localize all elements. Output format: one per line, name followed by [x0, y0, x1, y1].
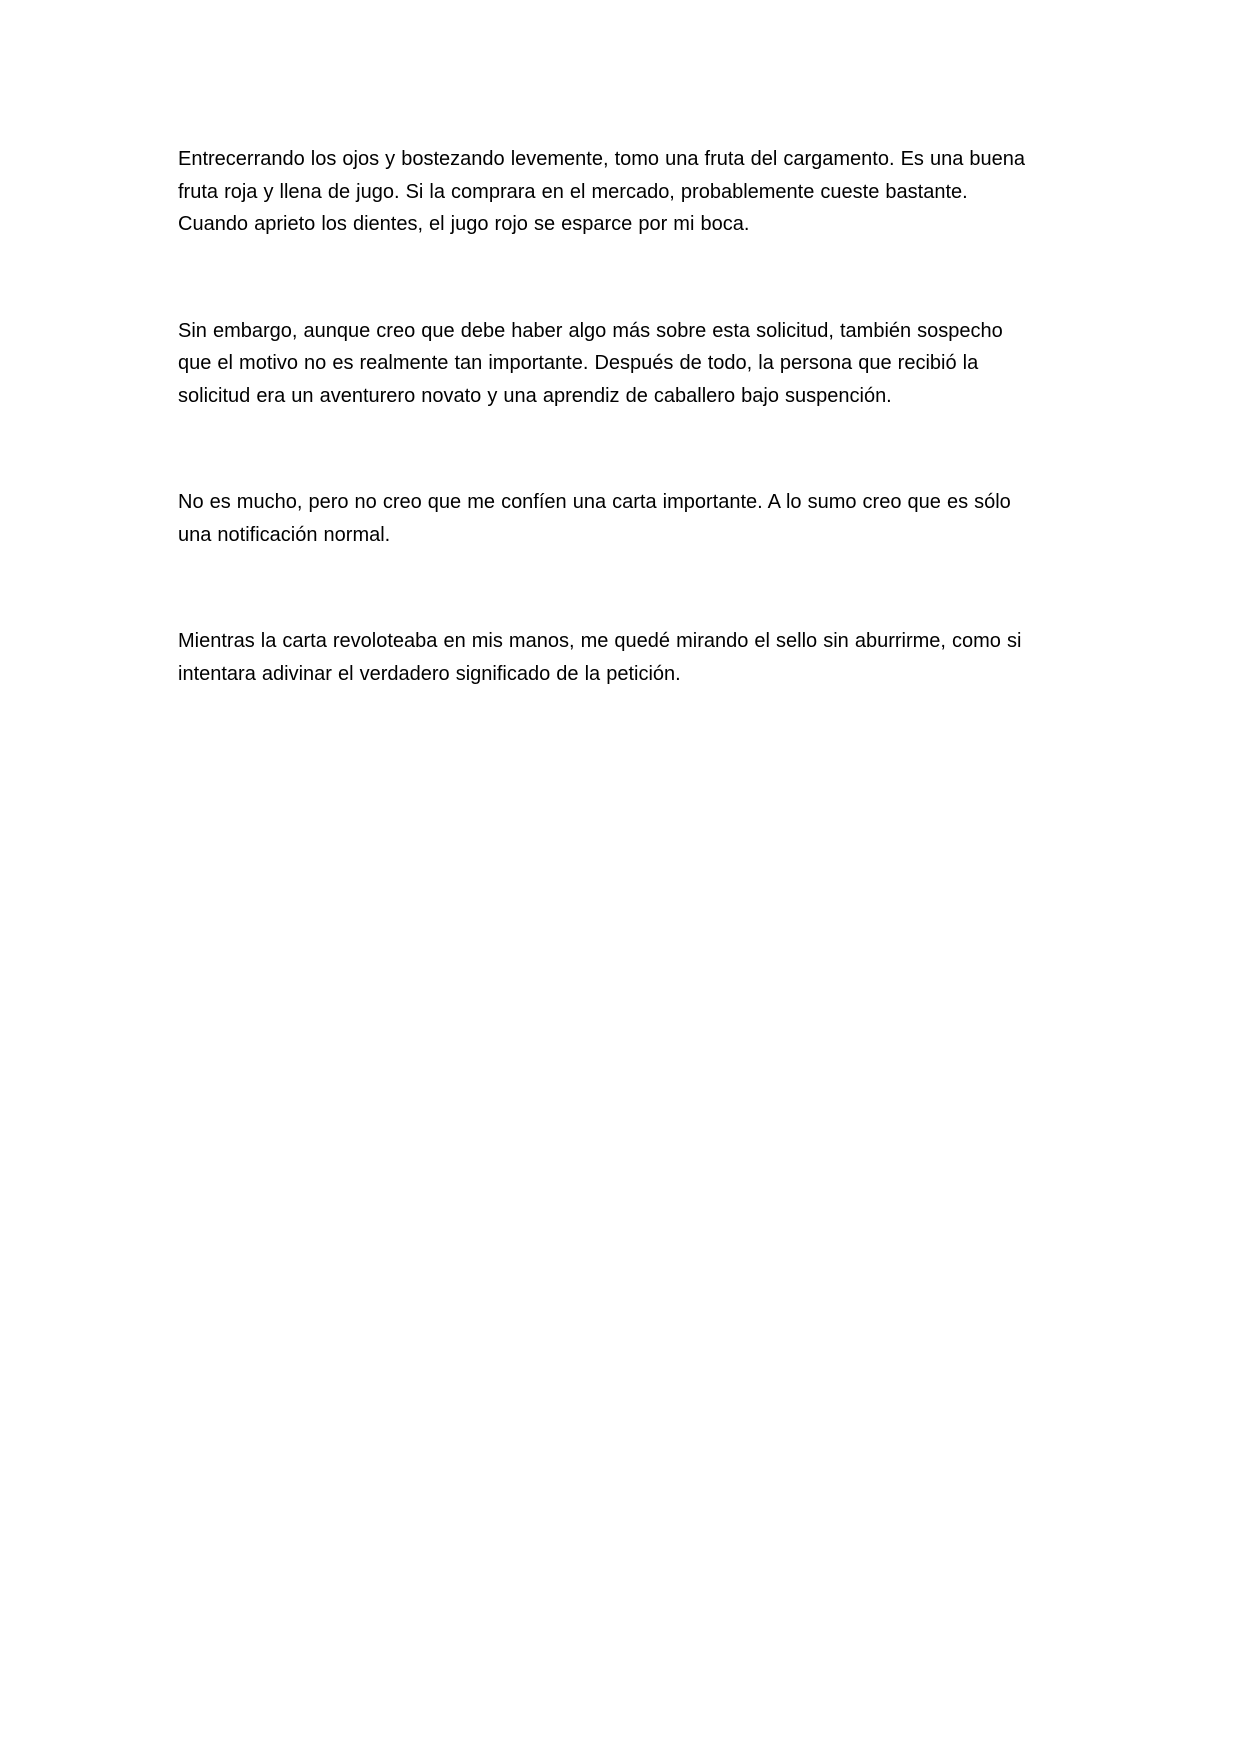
- paragraph-3: [178, 486, 1078, 551]
- paragraph-line: Cuando aprieto los dientes, el jugo rojo se esparce por mi boca.: [178, 213, 750, 235]
- paragraph-line: intentara adivinar el verdadero significado de la petición.: [178, 662, 681, 685]
- paragraph-line: fruta roja y llena de jugo. Si la comprara en el mercado, probablemente cueste bastante.: [178, 180, 968, 203]
- paragraph-4: [178, 625, 1078, 690]
- paragraph-line: Entrecerrando los ojos y bostezando levemente, tomo una fruta del cargamento. Es una buena: [178, 148, 1026, 170]
- paragraph-line: No es mucho, pero no creo que me confíen una carta importante. A lo sumo creo que es sólo: [178, 491, 1011, 513]
- paragraph-line: Mientras la carta revoloteaba en mis manos, me quedé mirando el sello sin aburrirme, como si: [178, 630, 1022, 652]
- paragraph-line: Sin embargo, aunque creo que debe haber algo más sobre esta solicitud, también sospecho: [178, 319, 1003, 342]
- paragraph-2: [178, 315, 1078, 413]
- paragraph-1: [178, 143, 1078, 241]
- paragraph-line: que el motivo no es realmente tan importante. Después de todo, la persona que recibió la: [178, 352, 979, 374]
- paragraph-line: solicitud era un aventurero novato y una aprendiz de caballero bajo suspención.: [178, 384, 892, 407]
- paragraph-line: una notificación normal.: [178, 523, 391, 546]
